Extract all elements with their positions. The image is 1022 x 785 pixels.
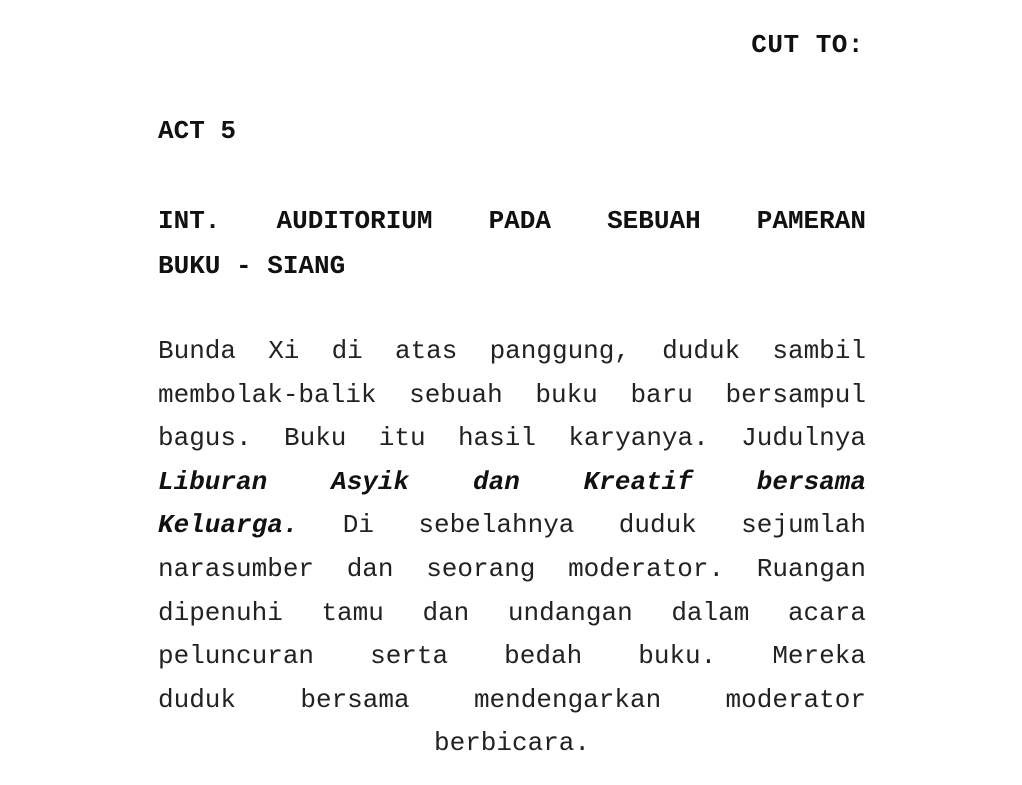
scene-heading-word: PAMERAN	[756, 206, 866, 236]
scene-heading-word: INT.	[158, 206, 221, 236]
action-word: mendengarkan	[473, 684, 662, 715]
action-word: sebuah	[409, 379, 503, 410]
action-word: duduk	[662, 336, 741, 366]
action-line	[158, 592, 866, 636]
action-word: sambil	[772, 336, 866, 366]
action-line	[158, 635, 866, 679]
action-line	[158, 417, 866, 461]
action-line-book-title	[158, 461, 866, 505]
action-paragraph	[158, 330, 866, 766]
action-word: dalam	[671, 597, 750, 628]
scene-heading-word: AUDITORIUM	[276, 206, 433, 236]
scene-heading	[158, 199, 866, 289]
action-word: bedah	[504, 641, 583, 672]
action-word: sejumlah	[741, 510, 866, 541]
action-word: Di	[342, 510, 375, 541]
action-word: Judulnya	[741, 423, 866, 454]
action-word: Buku	[283, 423, 347, 454]
action-word: atas	[394, 336, 458, 366]
scene-transition: CUT TO:	[751, 30, 864, 60]
action-word: itu	[378, 423, 426, 454]
action-line	[158, 330, 866, 374]
action-word: membolak-balik	[158, 379, 377, 410]
action-word: tamu	[321, 597, 384, 628]
action-word: buku	[535, 379, 598, 410]
book-title-word: Kreatif	[583, 466, 693, 497]
action-word: berbicara.	[433, 728, 591, 759]
book-title-word: dan	[472, 466, 520, 497]
act-heading: ACT 5	[158, 116, 237, 146]
action-word: bersampul	[725, 379, 866, 410]
scene-heading-line-2: BUKU - SIANG	[158, 251, 346, 281]
action-word: bagus.	[158, 423, 252, 454]
action-line	[158, 548, 866, 592]
action-line	[158, 374, 866, 418]
action-word: undangan	[507, 597, 633, 628]
action-word: Bunda	[158, 336, 237, 366]
scene-heading-word: SEBUAH	[607, 206, 701, 236]
action-word: narasumber	[158, 553, 315, 584]
action-line	[158, 504, 866, 548]
action-word: buku.	[638, 641, 717, 672]
action-word: moderator	[725, 684, 866, 715]
action-word: karyanya.	[568, 423, 709, 454]
action-word: duduk	[618, 510, 697, 541]
action-word: di	[331, 336, 363, 366]
action-word: bersama	[300, 684, 410, 715]
action-word: Mereka	[772, 641, 866, 672]
action-line	[158, 679, 866, 723]
action-word: acara	[787, 597, 866, 628]
scene-heading-word: PADA	[488, 206, 551, 236]
book-title-word: Asyik	[331, 466, 410, 497]
book-title-word: Liburan	[158, 466, 268, 497]
book-title-word: bersama	[756, 466, 866, 497]
action-word: Ruangan	[756, 553, 866, 584]
scene-heading-line-1	[158, 199, 866, 244]
action-word: baru	[630, 379, 693, 410]
action-word: Xi	[268, 336, 300, 366]
action-word: dan	[422, 597, 470, 628]
action-word: dipenuhi	[158, 597, 283, 628]
action-word: duduk	[158, 684, 237, 715]
action-word: sebelahnya	[418, 510, 575, 541]
action-word: hasil	[457, 423, 536, 454]
action-word: moderator.	[568, 553, 725, 584]
action-word: panggung,	[489, 336, 630, 366]
action-word: seorang	[426, 553, 536, 584]
action-word: peluncuran	[158, 641, 315, 672]
action-word: dan	[346, 553, 394, 584]
action-line-last	[158, 722, 866, 766]
action-word: serta	[370, 641, 449, 672]
book-title-word: Keluarga.	[158, 510, 299, 541]
